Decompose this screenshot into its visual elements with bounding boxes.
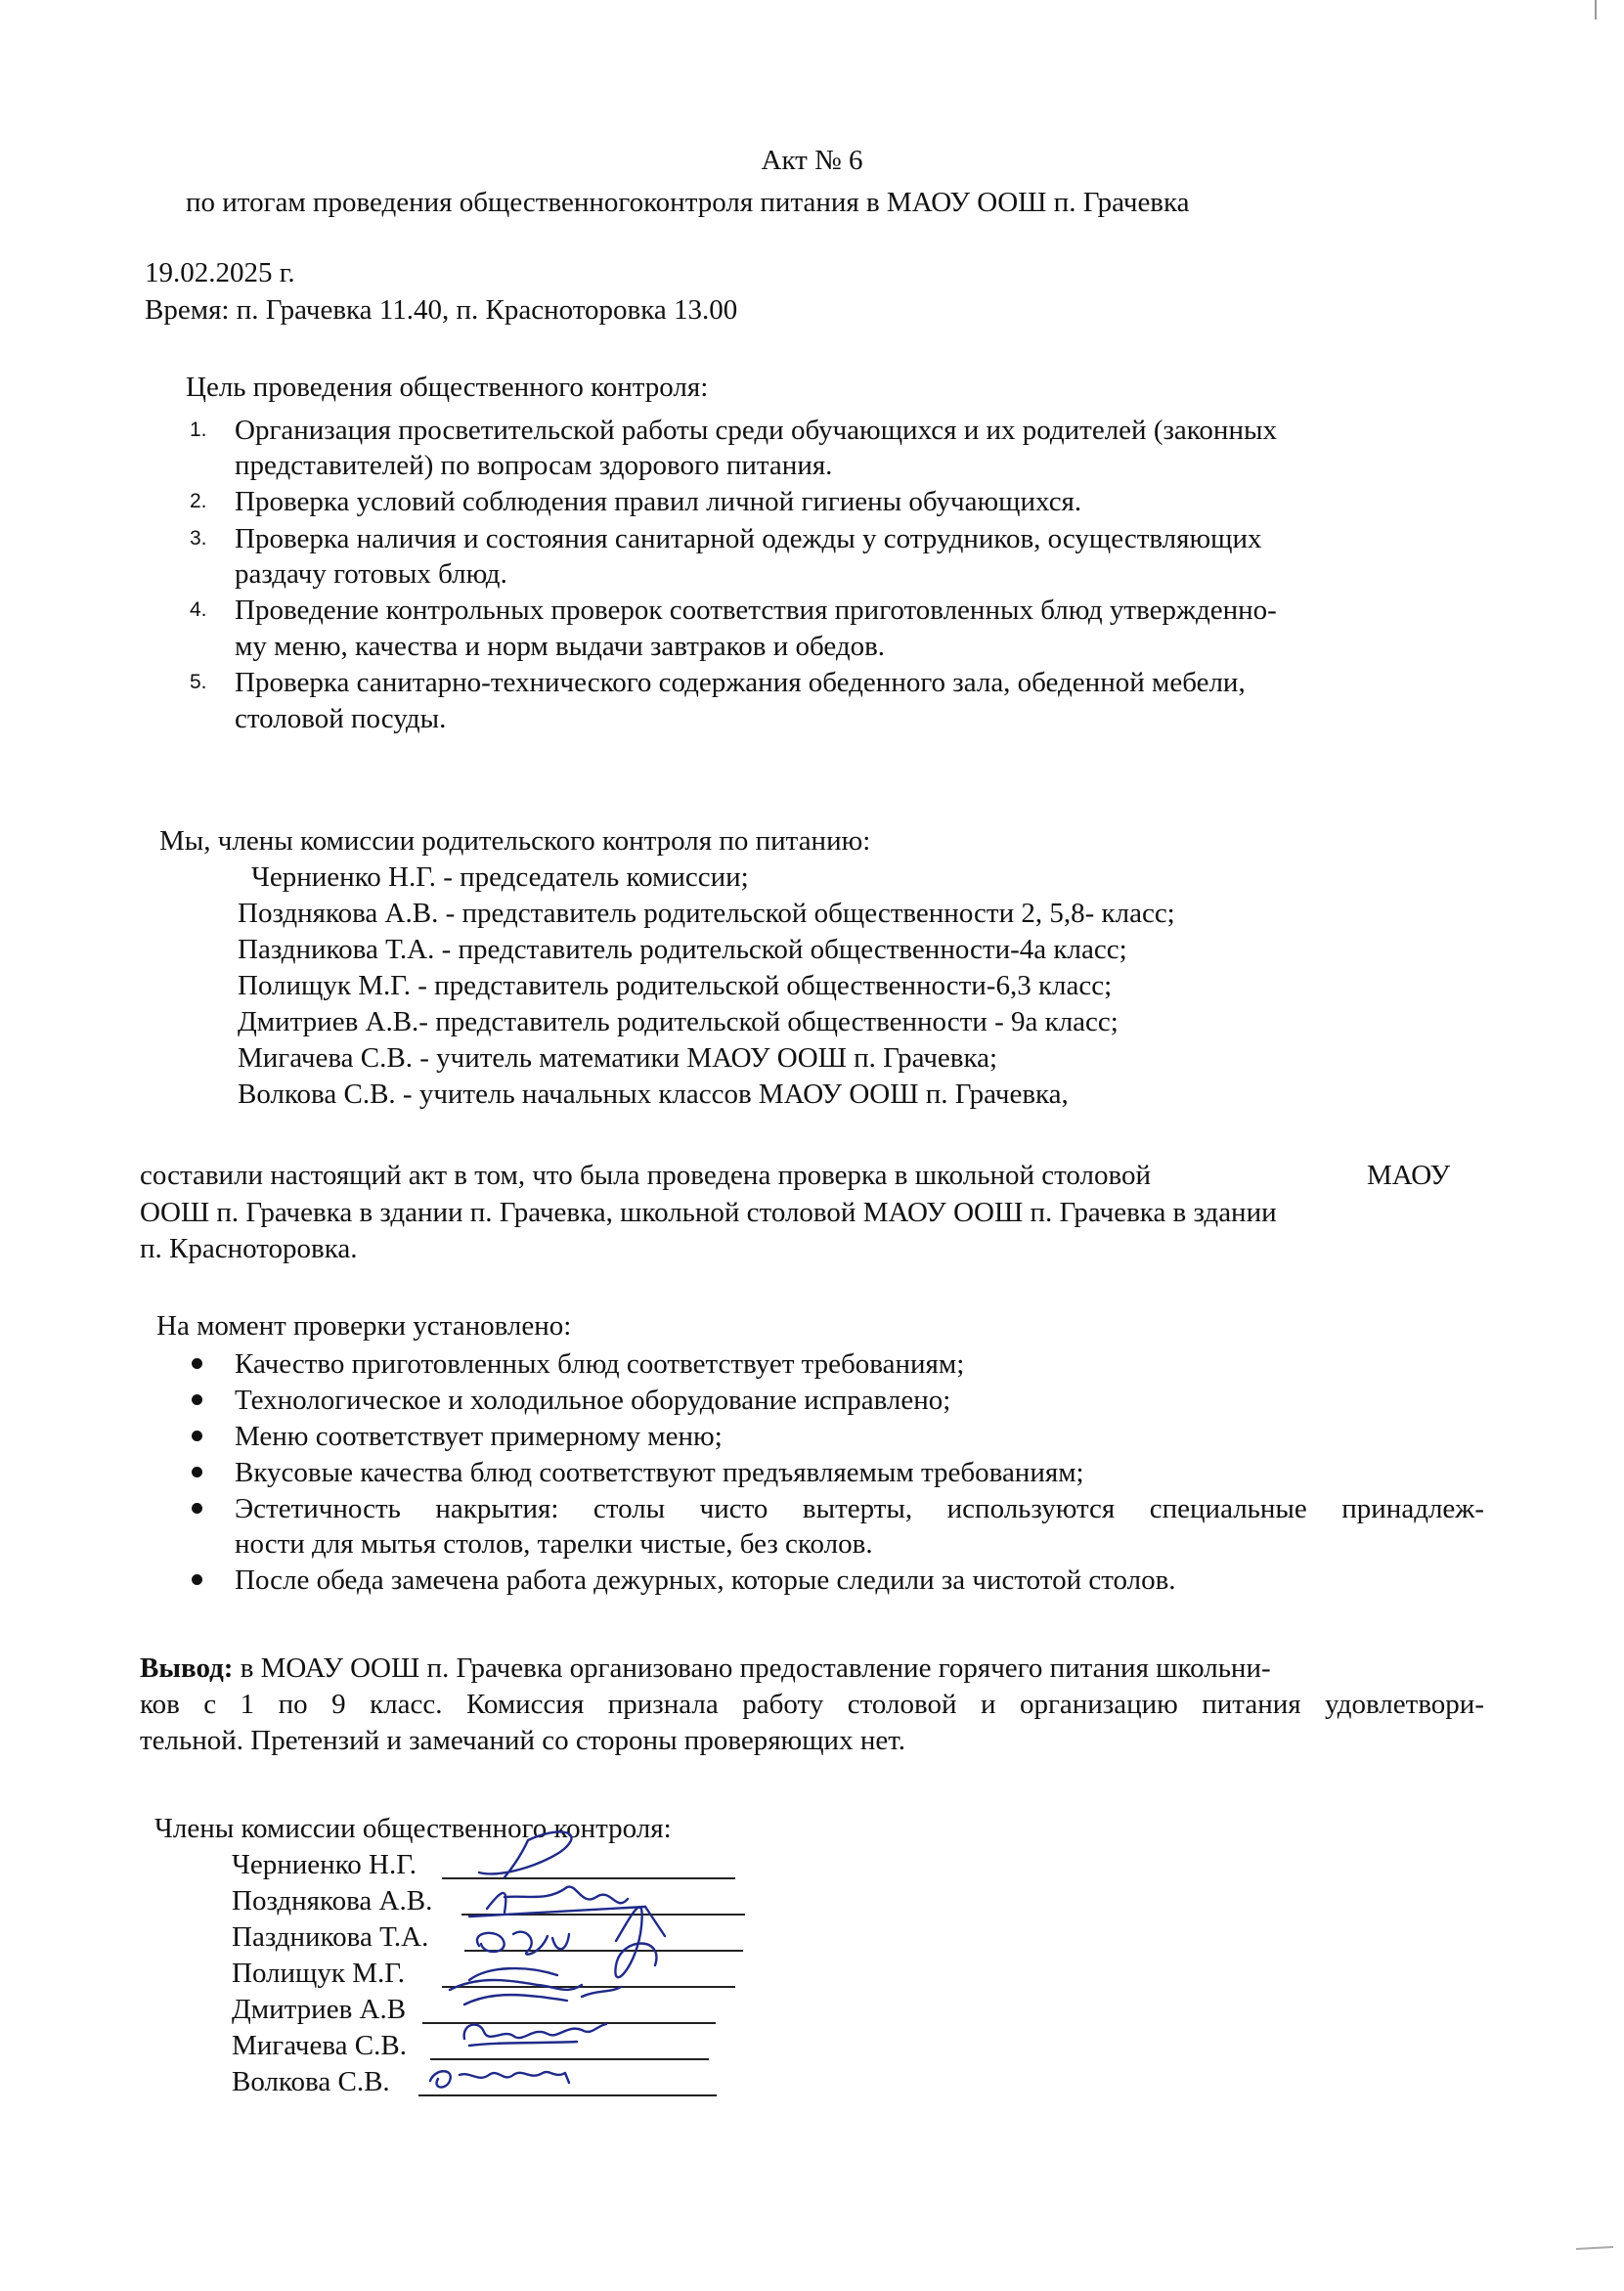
finding-line: После обеда замечена работа дежурных, которые следили за чистотой столов. xyxy=(235,1564,1176,1596)
goal-line: Проверка наличия и состояния санитарной одежды у сотрудников, осуществляющих xyxy=(235,523,1262,554)
goal-number: 5. xyxy=(190,671,207,693)
act-subtitle: по итогам проведения общественногоконтроля питания в МАОУ ООШ п. Грачевка xyxy=(186,187,1190,218)
goal-line: Проверка условий соблюдения правил личной гигиены обучающихся. xyxy=(235,486,1082,517)
signatures-heading: Члены комиссии общественного контроля: xyxy=(154,1813,672,1844)
member-line: Черниенко Н.Г. - председатель комиссии; xyxy=(251,861,749,893)
signatory-name: Полищук М.Г. xyxy=(232,1958,406,1989)
findings-heading: На момент проверки установлено: xyxy=(156,1310,572,1342)
member-line: Паздникова Т.А. - представитель родительской общественности-4а класс; xyxy=(238,934,1127,965)
signatory-name: Позднякова А.В. xyxy=(232,1885,433,1917)
goal-number: 2. xyxy=(190,490,207,512)
signatory-name: Черниенко Н.Г. xyxy=(232,1849,417,1880)
goal-line: раздачу готовых блюд. xyxy=(235,558,507,590)
goal-line: столовой посуды. xyxy=(235,703,447,734)
bullet xyxy=(192,1467,202,1477)
member-line: Мигачева С.В. - учитель математики МАОУ ООШ п. Грачевка; xyxy=(238,1042,998,1074)
bullet xyxy=(192,1574,202,1585)
goal-line: Проверка санитарно-технического содержания обеденного зала, обеденной мебели, xyxy=(235,667,1246,698)
act-time: Время: п. Грачевка 11.40, п. Красноторовка 13.00 xyxy=(145,294,738,326)
signature-chernienko xyxy=(479,1831,571,1877)
goal-line: Организация просветительской работы среди обучающихся и их родителей (законных xyxy=(235,415,1277,446)
bullet xyxy=(192,1394,202,1405)
signatory-name: Волкова С.В. xyxy=(232,2066,390,2097)
finding-line: Технологическое и холодильное оборудование исправлено; xyxy=(235,1385,951,1416)
conclusion-text: в МОАУ ООШ п. Грачевка организовано предоставление горячего питания школьни- xyxy=(240,1652,1271,1684)
scan-edge-mark xyxy=(1574,0,1613,78)
bullet xyxy=(192,1431,202,1441)
bullet xyxy=(192,1503,202,1514)
finding-line: Эстетичность накрытия: столы чисто вытерты, используются специальные принадлеж- xyxy=(235,1493,1484,1524)
member-line: Полищук М.Г. - представитель родительской общественности-6,3 класс; xyxy=(238,970,1113,1001)
conclusion-line-1 xyxy=(140,1651,1271,1686)
act-title: Акт № 6 xyxy=(761,145,863,176)
signature-dmitriev xyxy=(450,1980,621,2005)
conclusion-line: тельной. Претензий и замечаний со стороны проверяющих нет. xyxy=(140,1725,905,1756)
scan-edge-mark xyxy=(1574,2229,1623,2269)
finding-line: Меню соответствует примерному меню; xyxy=(235,1421,723,1452)
statement-line: ООШ п. Грачевка в здании п. Грачевка, школьной столовой МАОУ ООШ п. Грачевка в здании xyxy=(140,1197,1277,1228)
signatory-name: Дмитриев А.В xyxy=(232,1994,407,2025)
signatory-name: Паздникова Т.А. xyxy=(232,1921,429,1953)
conclusion-line: ков с 1 по 9 класс. Комиссия признала работу столовой и организацию питания удовлетвори- xyxy=(140,1689,1484,1720)
goal-line: Проведение контрольных проверок соответствия приготовленных блюд утвержденно- xyxy=(235,595,1277,626)
bullet xyxy=(192,1358,202,1369)
signatory-name: Мигачева С.В. xyxy=(232,2030,407,2061)
finding-line: ности для мытья столов, тарелки чистые, без сколов. xyxy=(235,1528,873,1560)
statement-line-end: МАОУ xyxy=(1367,1160,1451,1191)
handwritten-signatures xyxy=(411,1819,763,2112)
statement-line: п. Красноторовка. xyxy=(140,1233,358,1264)
goal-line: представителей) по вопросам здорового питания. xyxy=(235,450,833,481)
member-line: Позднякова А.В. - представитель родительской общественности 2, 5,8- класс; xyxy=(238,898,1175,929)
goal-number: 1. xyxy=(190,419,207,441)
member-line: Дмитриев А.В.- представитель родительской общественности - 9а класс; xyxy=(238,1006,1119,1037)
signature-pazdnikova xyxy=(477,1932,569,1955)
goal-number: 4. xyxy=(190,598,207,621)
act-date: 19.02.2025 г. xyxy=(145,257,295,288)
members-intro: Мы, члены комиссии родительского контроля по питанию: xyxy=(159,825,871,857)
finding-line: Качество приготовленных блюд соответствует требованиям; xyxy=(235,1348,965,1380)
member-line: Волкова С.В. - учитель начальных классов МАОУ ООШ п. Грачевка, xyxy=(238,1079,1069,1110)
statement-line: составили настоящий акт в том, что была проведена проверка в школьной столовой xyxy=(140,1160,1152,1191)
signature-migacheva xyxy=(464,2024,606,2046)
signature-volkova xyxy=(430,2071,569,2087)
goal-number: 3. xyxy=(190,527,207,550)
conclusion-label: Вывод: xyxy=(140,1652,234,1684)
finding-line: Вкусовые качества блюд соответствуют предъявляемым требованиям; xyxy=(235,1457,1084,1488)
signature-pozdnyakova xyxy=(469,1887,645,1917)
goal-line: му меню, качества и норм выдачи завтраков и обедов. xyxy=(235,631,886,662)
goals-heading: Цель проведения общественного контроля: xyxy=(186,372,709,403)
